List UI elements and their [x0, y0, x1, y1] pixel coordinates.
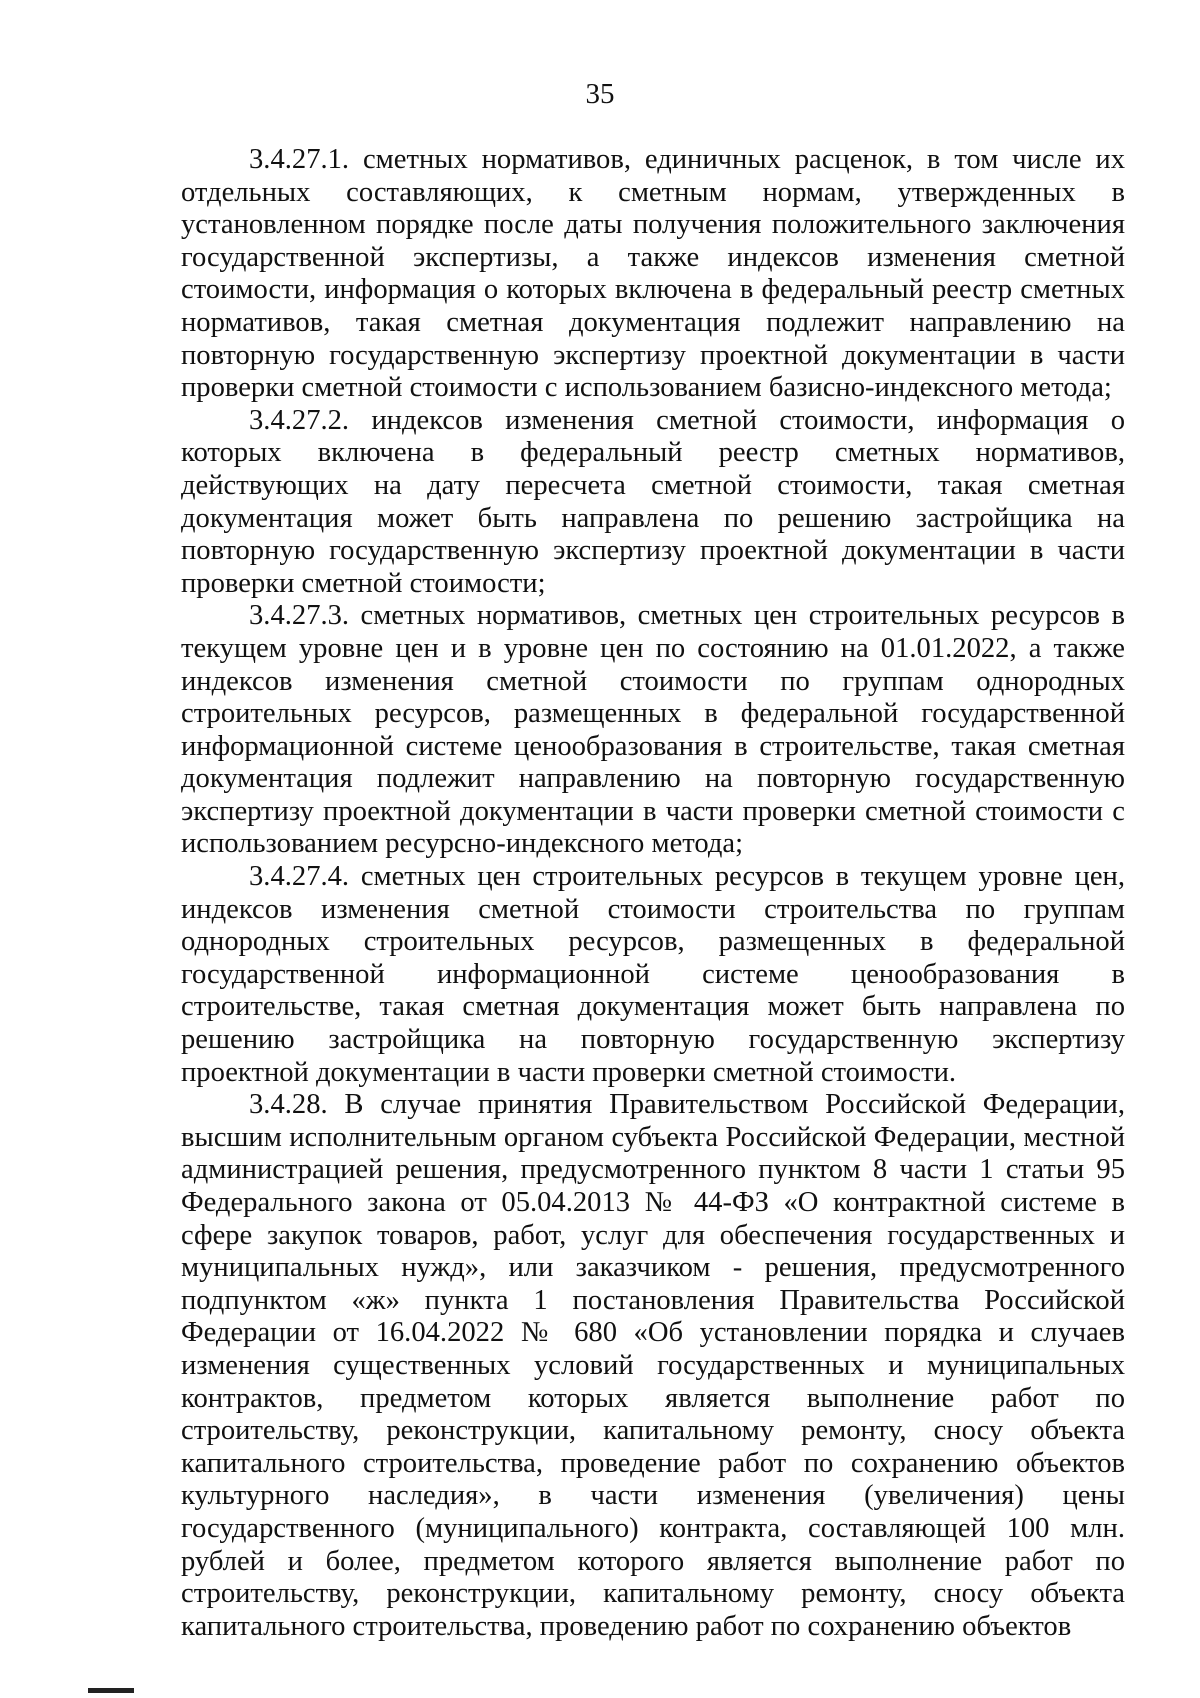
- paragraph-3-4-27-2: 3.4.27.2. индексов изменения сметной стоимости, информация о которых включена в федеральный реестр сметных нормативов, действующих на дату пересчета сметной стоимости, такая сметная документация может быть направлена по решению застройщика на повторную государственную экспертизу проектной документации в части проверки сметной стоимости;: [181, 404, 1125, 599]
- scan-artifact-mark: [88, 1688, 134, 1693]
- paragraph-3-4-28: 3.4.28. В случае принятия Правительством Российской Федерации, высшим исполнительным органом субъекта Российской Федерации, местной администрацией решения, предусмотренного пунктом 8 части 1 статьи 95 Федерального закона от 05.04.2013 № 44-ФЗ «О контрактной системе в сфере закупок товаров, работ, услуг для обеспечения государственных и муниципальных нужд», или заказчиком - решения, предусмотренного подпунктом «ж» пункта 1 постановления Правительства Российской Федерации от 16.04.2022 № 680 «Об установлении порядка и случаев изменения существенных условий государственных и муниципальных контрактов, предметом которых является выполнение работ по строительству, реконструкции, капитальному ремонту, сносу объекта капитального строительства, проведение работ по сохранению объектов культурного наследия», в части изменения (увеличения) цены государственного (муниципального) контракта, составляющей 100 млн. рублей и более, предметом которого является выполнение работ по строительству, реконструкции, капитальному ремонту, сносу объекта капитального строительства, проведению работ по сохранению объектов: [181, 1089, 1125, 1642]
- document-body: [181, 144, 1125, 1643]
- paragraph-3-4-27-1: 3.4.27.1. сметных нормативов, единичных расценок, в том числе их отдельных составляющих, к сметным нормам, утвержденных в установленном порядке после даты получения положительного заключения государственной экспертизы, а также индексов изменения сметной стоимости, информация о которых включена в федеральный реестр сметных нормативов, такая сметная документация подлежит направлению на повторную государственную экспертизу проектной документации в части проверки сметной стоимости с использованием базисно-индексного метода;: [181, 144, 1125, 404]
- page-number: 35: [585, 78, 615, 110]
- paragraph-3-4-27-3: 3.4.27.3. сметных нормативов, сметных цен строительных ресурсов в текущем уровне цен и в уровне цен по состоянию на 01.01.2022, а также индексов изменения сметной стоимости по группам однородных строительных ресурсов, размещенных в федеральной государственной информационной системе ценообразования в строительстве, такая сметная документация подлежит направлению на повторную государственную экспертизу проектной документации в части проверки сметной стоимости с использованием ресурсно-индексного метода;: [181, 600, 1125, 860]
- paragraph-3-4-27-4: 3.4.27.4. сметных цен строительных ресурсов в текущем уровне цен, индексов изменения сметной стоимости строительства по группам однородных строительных ресурсов, размещенных в федеральной государственной информационной системе ценообразования в строительстве, такая сметная документация может быть направлена по решению застройщика на повторную государственную экспертизу проектной документации в части проверки сметной стоимости.: [181, 861, 1125, 1088]
